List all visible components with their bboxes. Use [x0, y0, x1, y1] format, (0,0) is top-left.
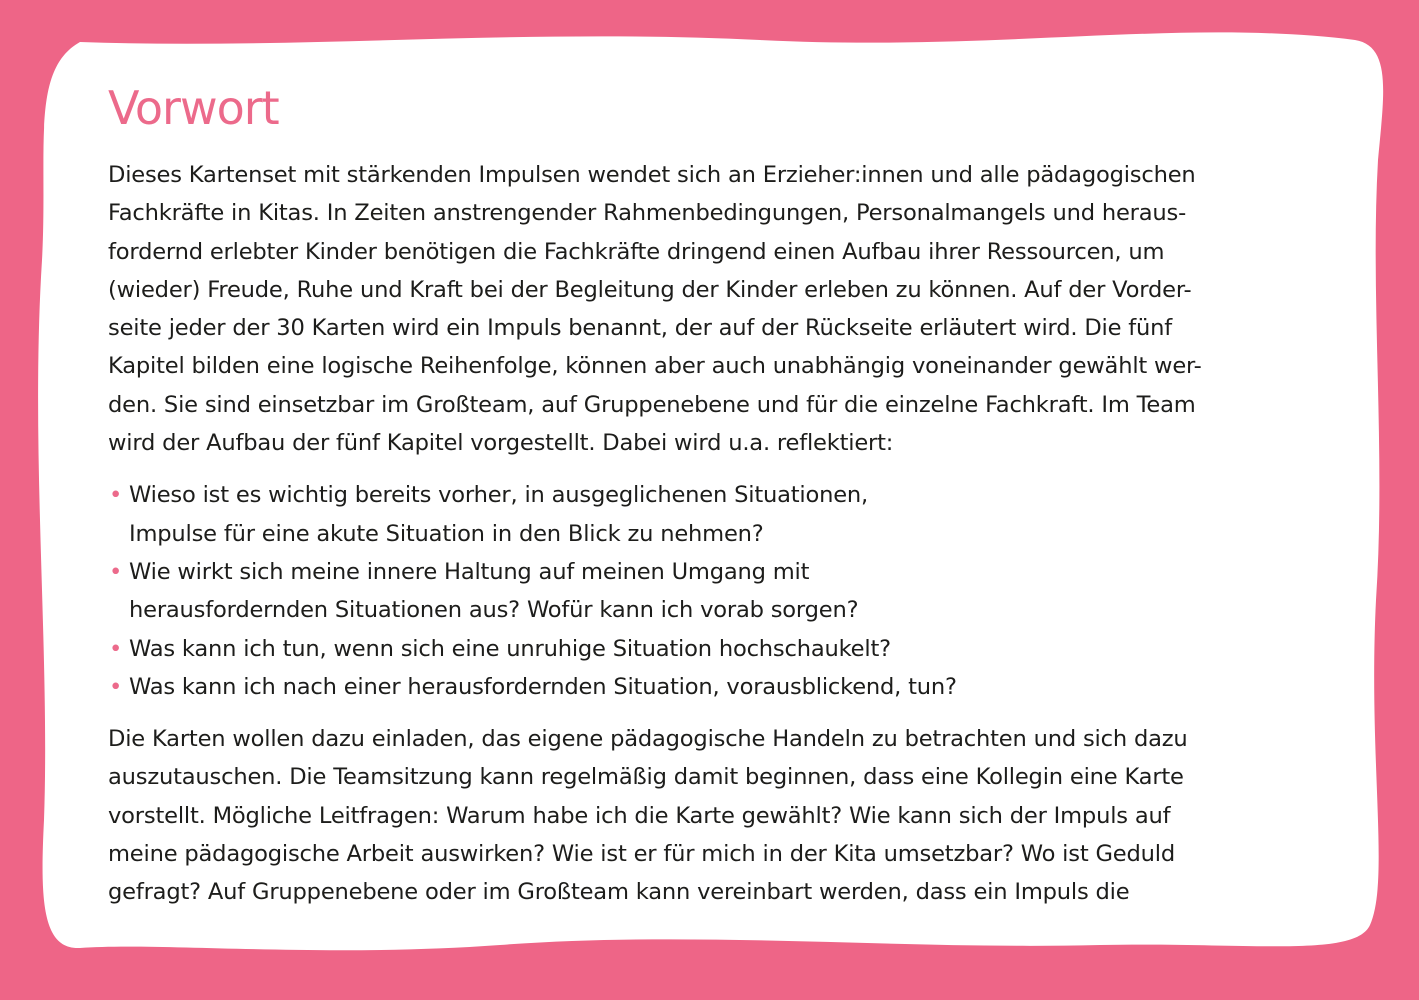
bullet-dot-icon: • [109, 482, 123, 509]
text-line: Fachkräfte in Kitas. In Zeiten anstrengender Rahmenbedingungen, Personalmangels und heraus- [108, 200, 1187, 227]
list-item-line: Was kann ich nach einer herausfordernden Situation, vorausblickend, tun? [129, 673, 957, 700]
text-line: den. Sie sind einsetzbar im Großteam, auf Gruppenebene und für die einzelne Fachkraft. Im Team [108, 391, 1196, 418]
list-item [108, 476, 1328, 553]
list-item-line: Impulse für eine akute Situation in den Blick zu nehmen? [129, 520, 764, 547]
preface-content [108, 78, 1328, 912]
page-title: Vorwort [108, 81, 279, 135]
list-item-line: herausfordernden Situationen aus? Wofür kann ich vorab sorgen? [129, 597, 859, 624]
reflection-questions-list [108, 476, 1328, 706]
text-line: seite jeder der 30 Karten wird ein Impuls benannt, der auf der Rückseite erläutert wird. Die fünf [108, 315, 1173, 342]
bullet-dot-icon: • [109, 635, 123, 662]
list-item-line: Wieso ist es wichtig bereits vorher, in ausgeglichenen Situationen, [129, 482, 869, 509]
bullet-dot-icon: • [109, 673, 123, 700]
bullet-dot-icon: • [109, 558, 123, 585]
text-line: vorstellt. Mögliche Leitfragen: Warum habe ich die Karte gewählt? Wie kann sich der Impuls auf [108, 802, 1171, 829]
text-line: fordernd erlebter Kinder benötigen die Fachkräfte dringend einen Aufbau ihrer Ressourcen, um [108, 238, 1165, 265]
list-item-line: Wie wirkt sich meine innere Haltung auf meinen Umgang mit [129, 558, 810, 585]
list-item [108, 630, 1328, 668]
closing-paragraph [108, 720, 1328, 911]
text-line: Die Karten wollen dazu einladen, das eigene pädagogische Handeln zu betrachten und sich dazu [108, 726, 1188, 753]
text-line: gefragt? Auf Gruppenebene oder im Großteam kann vereinbart werden, dass ein Impuls die [108, 879, 1130, 906]
text-line: auszutauschen. Die Teamsitzung kann regelmäßig damit beginnen, dass eine Kollegin eine Karte [108, 764, 1184, 791]
text-line: wird der Aufbau der fünf Kapitel vorgestellt. Dabei wird u.a. reflektiert: [108, 430, 894, 457]
list-item [108, 553, 1328, 630]
list-item [108, 668, 1328, 706]
intro-paragraph [108, 156, 1328, 462]
text-line: meine pädagogische Arbeit auswirken? Wie ist er für mich in der Kita umsetzbar? Wo ist Geduld [108, 841, 1175, 868]
text-line: (wieder) Freude, Ruhe und Kraft bei der Begleitung der Kinder erleben zu können. Auf der Vorder- [108, 276, 1192, 303]
text-line: Kapitel bilden eine logische Reihenfolge, können aber auch unabhängig voneinander gewählt wer- [108, 353, 1202, 380]
text-line: Dieses Kartenset mit stärkenden Impulsen wendet sich an Erzieher:innen und alle pädagogischen [108, 162, 1196, 188]
list-item-line: Was kann ich tun, wenn sich eine unruhige Situation hochschaukelt? [129, 635, 891, 662]
